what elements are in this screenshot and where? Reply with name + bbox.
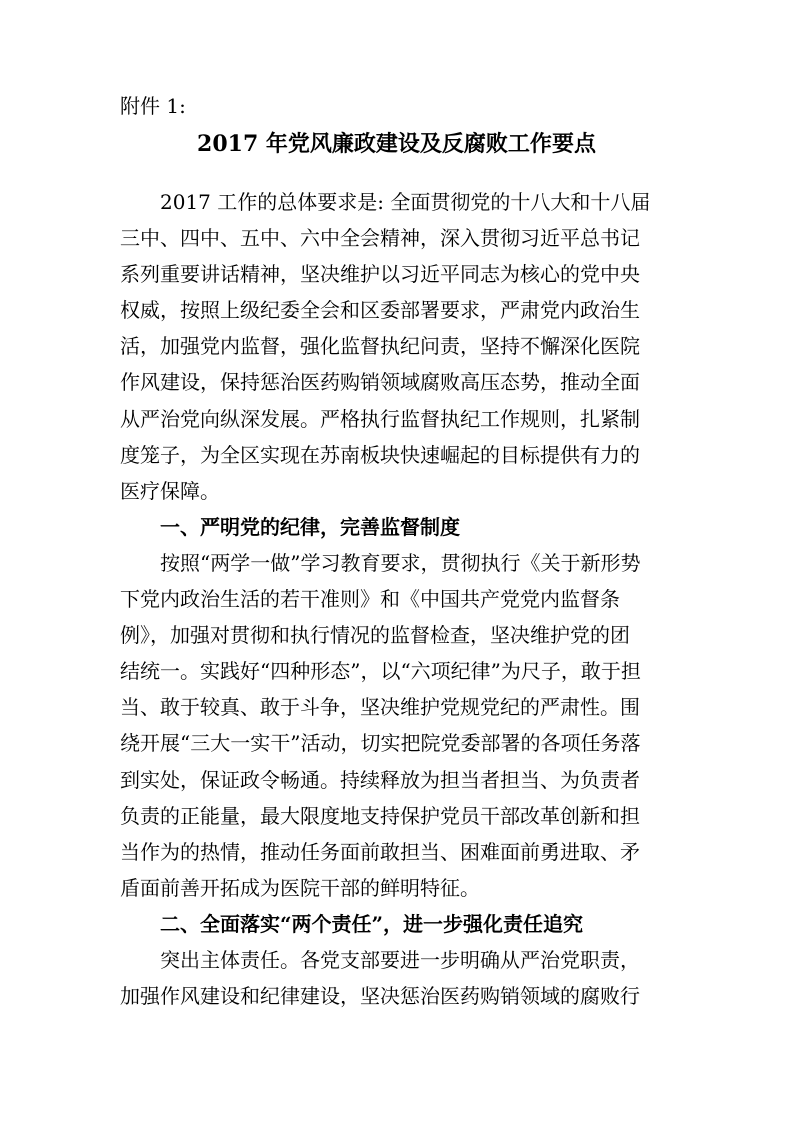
attachment-label: 附件 1: xyxy=(120,94,186,118)
body-text-line: 系列重要讲话精神，坚决维护以习近平同志为核心的党中央 xyxy=(120,262,640,287)
body-text-line: 到实处，保证政令畅通。持续释放为担当者担当、为负责者 xyxy=(120,767,640,792)
body-text-line: 作风建设，保持惩治医药购销领域腐败高压态势，推动全面 xyxy=(120,370,640,395)
document-body xyxy=(120,184,673,1014)
body-text-line: 当作为的热情，推动任务面前敢担当、困难面前勇进取、矛 xyxy=(120,839,640,864)
document-title: 2017 年党风廉政建设及反腐败工作要点 xyxy=(197,131,596,157)
body-text-line: 当、敢于较真、敢于斗争，坚决维护党规党纪的严肃性。围 xyxy=(120,695,640,720)
body-text-line: 医疗保障。 xyxy=(120,478,220,503)
section-heading: 二、全面落实“两个责任”，进一步强化责任追究 xyxy=(160,911,584,936)
body-text-line: 按照“两学一做”学习教育要求，贯彻执行《关于新形势 xyxy=(160,550,641,575)
body-text-line: 2017 工作的总体要求是: 全面贯彻党的十八大和十八届 xyxy=(160,190,651,214)
body-text-line: 加强作风建设和纪律建设，坚决惩治医药购销领域的腐败行 xyxy=(120,984,640,1009)
section-heading: 一、严明党的纪律，完善监督制度 xyxy=(160,514,460,539)
body-text-line: 活，加强党内监督，强化监督执纪问责，坚持不懈深化医院 xyxy=(120,334,640,359)
body-text-line: 度笼子，为全区实现在苏南板块快速崛起的目标提供有力的 xyxy=(120,442,640,467)
body-text-line: 负责的正能量，最大限度地支持保护党员干部改革创新和担 xyxy=(120,803,640,828)
body-text-line: 绕开展“三大一实干”活动，切实把院党委部署的各项任务落 xyxy=(120,731,641,756)
body-text-line: 突出主体责任。各党支部要进一步明确从严治党职责， xyxy=(160,947,640,972)
body-text-line: 例》，加强对贯彻和执行情况的监督检查，坚决维护党的团 xyxy=(120,623,630,648)
body-text-line: 权威，按照上级纪委全会和区委部署要求，严肃党内政治生 xyxy=(120,298,640,323)
body-text-line: 三中、四中、五中、六中全会精神，深入贯彻习近平总书记 xyxy=(120,226,640,251)
body-text-line: 从严治党向纵深发展。严格执行监督执纪工作规则，扎紧制 xyxy=(120,406,640,431)
body-text-line: 盾面前善开拓成为医院干部的鲜明特征。 xyxy=(120,875,480,900)
body-text-line: 下党内政治生活的若干准则》和《中国共产党党内监督条 xyxy=(120,587,620,612)
body-text-line: 结统一。实践好“四种形态”，以“六项纪律”为尺子，敢于担 xyxy=(120,659,641,684)
